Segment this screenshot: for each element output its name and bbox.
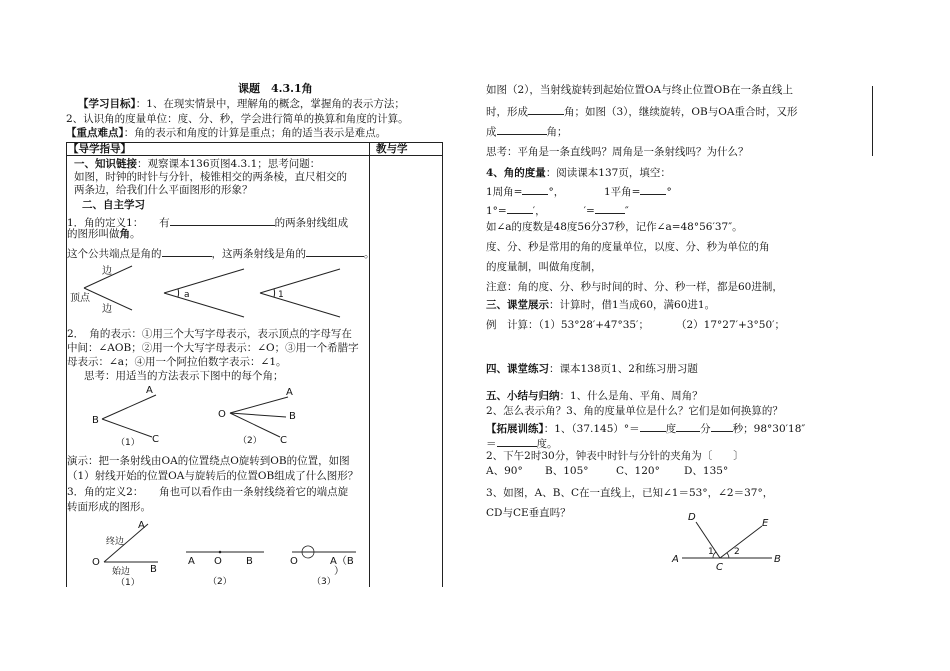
demo-1: 演示：把一条射线由OA的位置绕点O旋转到OB的位置，如图 bbox=[67, 455, 350, 467]
section-self-study: 二、自主学习 bbox=[82, 199, 145, 211]
goal-text-2: 2、认识角的度量单位：度、分、秒，学会进行简单的换算和角度的计算。 bbox=[66, 113, 409, 125]
fig1-label-A: A bbox=[146, 385, 153, 396]
ext-degree: 度 bbox=[665, 423, 677, 435]
q3-label-A: A bbox=[672, 554, 679, 565]
fig-side-bottom: 边 bbox=[102, 304, 112, 315]
fig1-label-C: C bbox=[152, 434, 159, 445]
fig2-label-O: O bbox=[218, 409, 226, 420]
angle-figure-labeled bbox=[70, 262, 150, 318]
representation-2: 中间：∠AOB；②用一个大写字母表示：∠O；③用一个希腊字 bbox=[67, 342, 359, 354]
calc-example-1: 例 计算：（1）53°28′+47°35′； bbox=[486, 319, 649, 331]
vertex-prefix: 这个公共端点是角的 bbox=[67, 248, 162, 260]
goal-text-1: ：1、在现实情景中，理解角的概念，掌握角的表示方法； bbox=[135, 98, 405, 110]
def1-cont: 的图形叫做 bbox=[67, 228, 120, 240]
ping-suffix: ° bbox=[666, 186, 672, 198]
section-show-label: 三、课堂展示 bbox=[486, 299, 549, 311]
extension-label: 【拓展训练】 bbox=[486, 423, 544, 435]
learning-goal bbox=[78, 99, 405, 111]
q3-label-D: D bbox=[688, 512, 696, 523]
section-show bbox=[486, 300, 715, 312]
section-knowledge-label: 一、知识链接 bbox=[74, 158, 137, 170]
r2-suffix: 角；如图（3），继续旋转，OB与OA重合时，又形 bbox=[564, 106, 798, 118]
exercise-figure-1 bbox=[90, 385, 180, 448]
deg-middle: ′， bbox=[532, 205, 546, 217]
vertex-blank[interactable] bbox=[162, 246, 212, 257]
deg-minute-blank[interactable] bbox=[507, 203, 533, 214]
fig-angle-1-label: 1 bbox=[278, 290, 284, 300]
key-text: ：角的表示和角度的计算是重点；角的适当表示是难点。 bbox=[123, 127, 387, 139]
full-angle-fill bbox=[486, 184, 564, 199]
fig1-caption: （1） bbox=[116, 438, 140, 448]
ext-minute: 分 bbox=[700, 423, 711, 435]
right-column-rule bbox=[872, 86, 873, 156]
question-3-figure bbox=[672, 512, 792, 576]
ext-degree-blank[interactable] bbox=[640, 421, 666, 432]
rot2-caption: （2） bbox=[208, 577, 232, 587]
ext-second: 秒；98°30′18″ bbox=[732, 423, 806, 435]
fig-side-top: 边 bbox=[102, 266, 112, 277]
section-measure-text: ：阅读课本137页，填空： bbox=[545, 167, 671, 179]
page-title: 课题 4.3.1角 bbox=[238, 82, 313, 95]
def1-term: 角 bbox=[119, 228, 130, 240]
straight-angle-degree-blank[interactable] bbox=[640, 184, 666, 195]
key-points bbox=[66, 128, 386, 140]
question-3: 3、如图，A、B、C在一直线上，已知∠1＝53°，∠2＝37°， bbox=[486, 487, 774, 499]
rot1-initial-side: 始边 bbox=[112, 567, 131, 577]
def1-blank[interactable] bbox=[170, 215, 275, 226]
q3-label-C: C bbox=[716, 562, 723, 573]
rot1-label-O: O bbox=[92, 557, 100, 568]
ext-result-blank[interactable] bbox=[497, 436, 537, 447]
zhou-prefix: 1周角= bbox=[486, 186, 523, 198]
rot1-label-A: A bbox=[138, 520, 145, 531]
summary-2: 2、怎么表示角？3、角的度量单位是什么？它们是如何换算的？ bbox=[486, 405, 783, 417]
rot1-label-B: B bbox=[150, 564, 157, 575]
deg-prefix: 1°= bbox=[486, 205, 507, 217]
rotation-figure-1 bbox=[90, 518, 170, 588]
section-practice-text: ：课本138页1、2和练习册习题 bbox=[549, 363, 698, 375]
r3-prefix: 成 bbox=[486, 126, 497, 138]
definition-1-cont bbox=[67, 229, 141, 241]
q3-angle-1: 1 bbox=[708, 547, 714, 557]
side-blank[interactable] bbox=[306, 246, 364, 257]
section-summary-text: ：1、什么是角、平角、周角？ bbox=[559, 390, 703, 402]
section-measure-label: 4、角的度量 bbox=[486, 167, 546, 179]
goal-label: 【学习目标】 bbox=[78, 98, 136, 110]
section-show-text: ：计算时，借1当成60，满60进1。 bbox=[549, 299, 716, 311]
section-summary bbox=[486, 391, 703, 403]
q3-label-B: B bbox=[774, 554, 781, 565]
right-line-1: 如图（2），当射线旋转到起始位置OA与终止位置OB在一条直线上 bbox=[486, 84, 793, 96]
r2-prefix: 时，形成 bbox=[486, 106, 528, 118]
vertex-middle: ，这两条射线是角的 bbox=[211, 248, 306, 260]
fig2-caption: （2） bbox=[238, 436, 262, 446]
note-3: 注意：角的度、分、秒与时间的时、分、秒一样，都是60进制， bbox=[486, 281, 783, 293]
fig1-label-B: B bbox=[92, 415, 99, 426]
section-practice bbox=[486, 364, 698, 376]
option-b: B、105° bbox=[545, 465, 589, 477]
rot3-label-O: O bbox=[290, 556, 298, 567]
zhou-suffix: °， bbox=[548, 186, 565, 198]
section-summary-label: 五、小结与归纳 bbox=[486, 390, 560, 402]
vertex-end: 。 bbox=[364, 248, 375, 260]
table-right-rule bbox=[442, 142, 443, 587]
knowledge-line-3: 两条边，给我们什么平面图形的形象？ bbox=[74, 184, 253, 196]
straight-angle-blank[interactable] bbox=[528, 104, 564, 115]
section-measure bbox=[486, 168, 671, 180]
deg-suffix: ″ bbox=[624, 205, 629, 217]
ext-equals: ＝ bbox=[486, 438, 497, 450]
angle-figure-a bbox=[162, 268, 252, 318]
think-prompt: 思考：用适当的方法表示下图中的每个角； bbox=[84, 370, 284, 382]
rotation-figure-2 bbox=[184, 540, 274, 588]
rot2-label-B: B bbox=[246, 556, 253, 567]
think-2: 思考：平角是一条直线吗？周角是一条射线吗？为什么？ bbox=[486, 146, 749, 158]
deg-second-blank[interactable] bbox=[595, 203, 625, 214]
full-angle-degree-blank[interactable] bbox=[522, 184, 548, 195]
definition-2: 3．角的定义2： 角也可以看作由一条射线绕着它的端点旋 bbox=[67, 486, 349, 498]
section-knowledge-text: ：观察课本136页图4.3.1；思考问题： bbox=[137, 158, 321, 170]
r3-suffix: 角； bbox=[546, 126, 568, 138]
rot3-label-paren: ） bbox=[334, 566, 344, 577]
exercise-figure-2 bbox=[216, 385, 316, 445]
ext-second-blank[interactable] bbox=[711, 421, 733, 432]
def1-middle: 的两条射线组成 bbox=[274, 217, 349, 229]
question-2: 2、下午2时30分，钟表中时针与分针的夹角为〔 〕 bbox=[486, 450, 744, 462]
fig2-label-A: A bbox=[286, 387, 293, 398]
knowledge-line-2: 如图，时钟的时针与分针，棱锥相交的两条棱，直尺相交的 bbox=[74, 171, 347, 183]
def1-prefix: 1．角的定义1： 有 bbox=[67, 217, 170, 229]
q3-angle-2: 2 bbox=[734, 547, 740, 557]
straight-angle-fill bbox=[604, 184, 672, 199]
option-c: C、120° bbox=[616, 465, 660, 477]
right-line-2 bbox=[486, 104, 797, 119]
guide-header: 【导学指导】 bbox=[68, 143, 131, 155]
fig-vertex-label: 顶点 bbox=[70, 293, 90, 304]
calc-example-2: （2）17°27′+3°50′； bbox=[676, 319, 786, 331]
full-angle-blank[interactable] bbox=[497, 124, 547, 135]
note-2: 的度量制，叫做角度制， bbox=[486, 261, 602, 273]
section-knowledge bbox=[74, 159, 320, 171]
representation-3: 母表示：∠a；④用一个阿拉伯数字表示：∠1。 bbox=[67, 356, 287, 368]
table-mid-rule bbox=[369, 142, 370, 587]
deg-second-prefix: ′= bbox=[583, 205, 595, 217]
rot3-caption: （3） bbox=[312, 577, 336, 587]
example-notation: 如∠a的度数是48度56分37秒，记作∠a=48°56′37″。 bbox=[486, 221, 743, 233]
rot1-terminal-side: 终边 bbox=[106, 537, 125, 547]
ext-minute-blank[interactable] bbox=[676, 421, 700, 432]
section-practice-label: 四、课堂练习 bbox=[486, 363, 549, 375]
rot3-label-AB: A（B bbox=[330, 556, 354, 567]
extension-1 bbox=[486, 421, 805, 436]
demo-2: （1）射线开始的位置OA与旋转后的位置OB组成了什么图形？ bbox=[67, 470, 359, 482]
def1-end: 。 bbox=[130, 228, 141, 240]
ext-prefix: ：1、（37.145）°＝ bbox=[543, 423, 640, 435]
fig2-label-C: C bbox=[280, 435, 287, 446]
key-label: 【重点难点】 bbox=[66, 127, 124, 139]
representation-1: 2． 角的表示：①用三个大写字母表示，表示顶点的字母写在 bbox=[67, 328, 352, 340]
angle-figure-1 bbox=[258, 268, 348, 318]
rot1-caption: （1） bbox=[116, 578, 140, 588]
fig-angle-a-label: a bbox=[184, 290, 190, 300]
option-a: A、90° bbox=[486, 465, 523, 477]
question-3-cont: CD与CE垂直吗？ bbox=[486, 507, 571, 519]
option-d: D、135° bbox=[684, 465, 729, 477]
ping-prefix: 1平角= bbox=[604, 186, 641, 198]
rotation-figure-3 bbox=[290, 540, 370, 588]
q3-label-E: E bbox=[762, 518, 769, 529]
rot2-label-A: A bbox=[188, 556, 195, 567]
extension-1-cont bbox=[486, 436, 558, 451]
definition-2-cont: 转面形成的图形。 bbox=[67, 501, 151, 513]
vertex-sentence bbox=[67, 246, 375, 261]
teach-header: 教与学 bbox=[376, 143, 408, 155]
note-1: 度、分、秒是常用的角的度量单位，以度、分、秒为单位的角 bbox=[486, 241, 770, 253]
rot2-label-O: O bbox=[214, 556, 222, 567]
right-line-3 bbox=[486, 124, 568, 139]
ext-unit: 度。 bbox=[536, 438, 558, 450]
fig2-label-B: B bbox=[289, 411, 296, 422]
degree-conversion bbox=[486, 203, 629, 218]
